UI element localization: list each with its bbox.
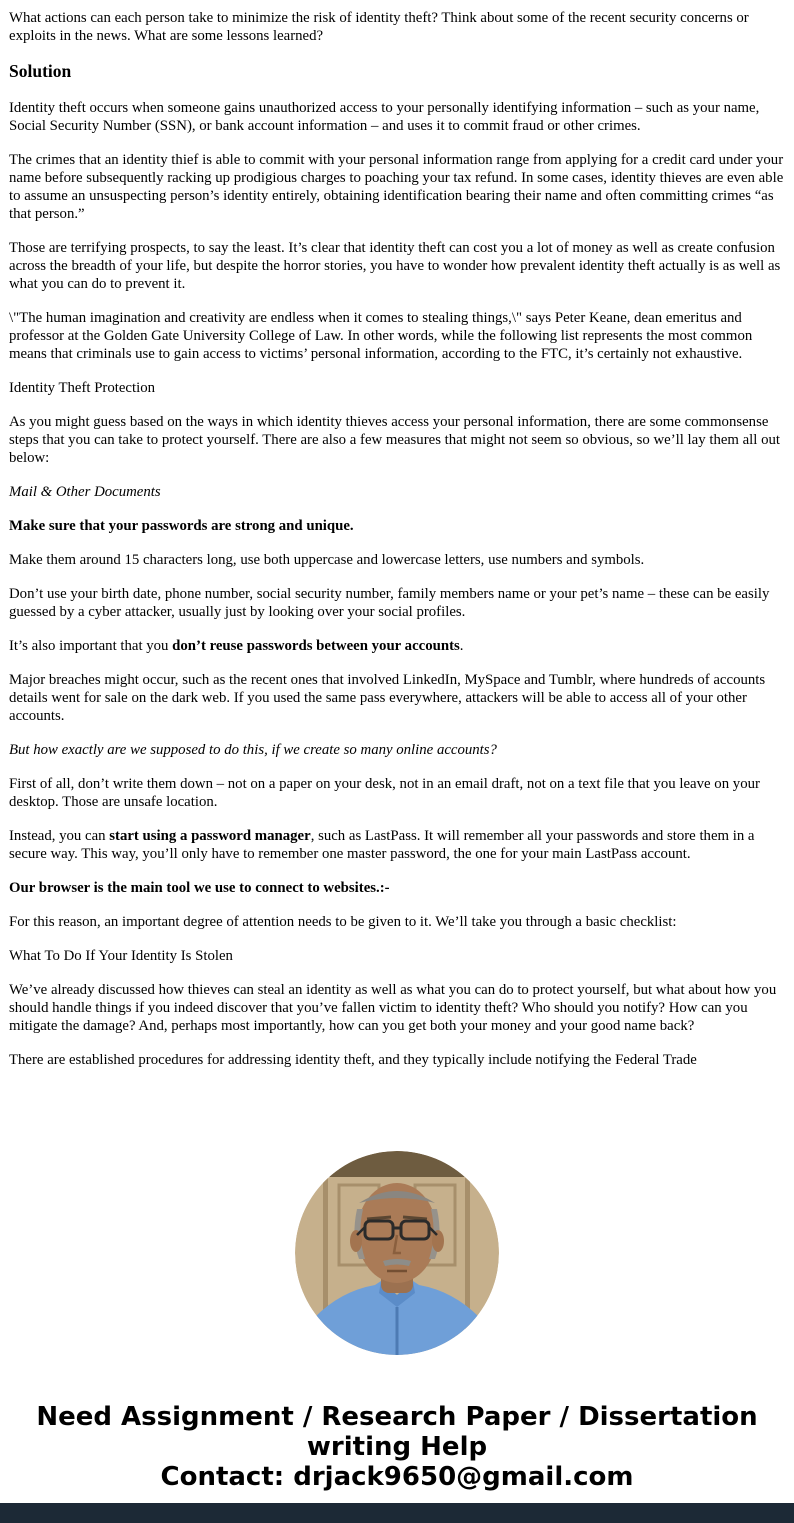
text-run: For this reason, an important degree of attention needs to be given to it. We’ll take you through a basic checklist:: [9, 914, 677, 930]
text-run: Identity Theft Protection: [9, 380, 156, 396]
profile-photo-illustration: [295, 1151, 499, 1355]
text-run: \"The human imagination and creativity are endless when it comes to stealing things,\" says Peter Keane, dean emeritus and professor at the Golden Gate University College of Law. In other words, while the following list represents the most common means that criminals use to gain access to victims’ personal information, according to the FTC, it’s certainly not exhaustive.: [9, 310, 753, 362]
text-run: We’ve already discussed how thieves can steal an identity as well as what you can do to protect yourself, but what about how you should handle things if you indeed discover that you’ve fallen victim to identity theft? Who should you notify? How can you mitigate the damage? And, perhaps most importantly, how can you get both your money and your good name back?: [9, 982, 777, 1034]
text-run: The crimes that an identity thief is able to commit with your personal information range from applying for a credit card under your name before subsequently racking up prodigious charges to poaching your tax refund. In some cases, identity thieves are even able to assume an unsuspecting person’s identity entirely, obtaining identification bearing their name and often committing crimes “as that person.”: [9, 152, 784, 222]
text-run: As you might guess based on the ways in which identity thieves access your personal information, there are some commonsense steps that you can take to protect yourself. There are also a few measures that might not seem so obvious, so we’ll lay them all out below:: [9, 414, 781, 466]
text-run: Our browser is the main tool we use to connect to websites.:-: [9, 880, 390, 896]
text-run: Instead, you can: [9, 828, 110, 844]
text-run: It’s also important that you: [9, 638, 173, 654]
paragraph: [9, 637, 784, 655]
text-run: First of all, don’t write them down – not on a paper on your desk, not in an email draft, not on a text file that you leave on your desktop. Those are unsafe location.: [9, 776, 760, 810]
paragraph: [9, 1051, 784, 1069]
text-run: .: [459, 638, 464, 654]
paragraph: [9, 239, 784, 293]
text-run: Make sure that your passwords are strong and unique.: [9, 518, 354, 534]
paragraph: [9, 309, 784, 363]
paragraph: [9, 483, 784, 501]
paragraph: [9, 879, 784, 897]
paragraph: [9, 517, 784, 535]
text-run: Mail & Other Documents: [9, 484, 161, 500]
profile-photo: [295, 1151, 499, 1355]
paragraph: [9, 741, 784, 759]
paragraph: [9, 585, 784, 621]
paragraph: [9, 9, 784, 45]
paragraph: [9, 827, 784, 863]
paragraph: [9, 413, 784, 467]
paragraph: [9, 775, 784, 811]
paragraph: [9, 913, 784, 931]
footer-help-text: Need Assignment / Research Paper / Dissertation writing Help: [36, 1402, 758, 1462]
text-run: Don’t use your birth date, phone number, social security number, family members name or your pet’s name – these can be easily guessed by a cyber attacker, usually just by looking over your social profiles.: [9, 586, 770, 620]
paragraph: [9, 947, 784, 965]
text-run: Make them around 15 characters long, use both uppercase and lowercase letters, use numbers and symbols.: [9, 552, 645, 568]
text-run: What To Do If Your Identity Is Stolen: [9, 948, 233, 964]
text-run: There are established procedures for addressing identity theft, and they typically include notifying the Federal Trade: [9, 1052, 697, 1068]
paragraph: [9, 551, 784, 569]
solution-heading: [9, 61, 784, 82]
text-run: , such as LastPass. It will remember all your passwords and store them in a secure way. This way, you’ll only have to remember one master password, the one for your main LastPass account.: [9, 828, 755, 862]
text-run: Major breaches might occur, such as the recent ones that involved LinkedIn, MySpace and Tumblr, where hundreds of accounts details went for sale on the dark web. If you used the same pass everywhere, attackers will be able to access all of your other accounts.: [9, 672, 766, 724]
text-run: Those are terrifying prospects, to say the least. It’s clear that identity theft can cost you a lot of money as well as create confusion across the breadth of your life, but despite the horror stories, you have to wonder how prevalent identity theft actually is as well as what you can do to prevent it.: [9, 240, 781, 292]
paragraph: [9, 671, 784, 725]
paragraph: [9, 379, 784, 397]
text-run: But how exactly are we supposed to do this, if we create so many online accounts?: [9, 742, 497, 758]
paragraph: [9, 99, 784, 135]
text-run: don’t reuse passwords between your accounts: [172, 638, 460, 654]
bottom-bar: [0, 1503, 794, 1523]
text-run: Solution: [9, 61, 72, 81]
paragraph: [9, 151, 784, 223]
text-run: Identity theft occurs when someone gains unauthorized access to your personally identifying information – such as your name, Social Security Number (SSN), or bank account information – and uses it to commit fraud or other crimes.: [9, 100, 760, 134]
paragraph: [9, 981, 784, 1035]
footer-contact-text: Contact: drjack9650@gmail.com: [160, 1462, 634, 1492]
text-run: What actions can each person take to minimize the risk of identity theft? Think about some of the recent security concerns or exploits in the news. What are some lessons learned?: [9, 10, 749, 44]
text-run: start using a password manager: [109, 828, 311, 844]
footer: [0, 1402, 794, 1492]
